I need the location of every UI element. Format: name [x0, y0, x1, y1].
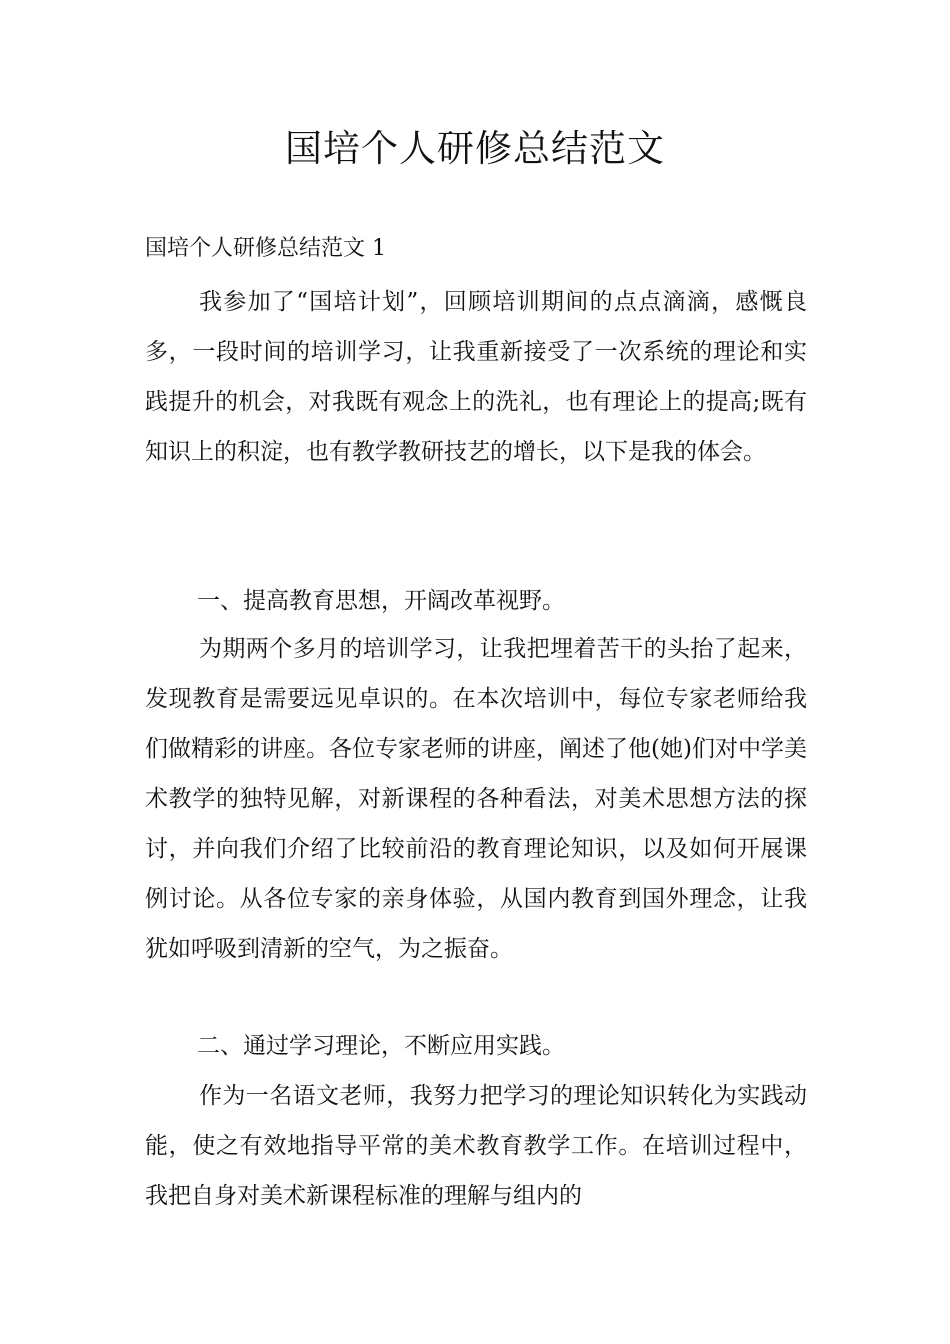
section-heading-2: 二、通过学习理论，不断应用实践。 — [197, 1033, 565, 1059]
paragraph-intro: 我参加了“国培计划”，回顾培训期间的点点滴滴，感慨良多，一段时间的培训学习，让我重新接受了一次系统的理论和实践提升的机会，对我既有观念上的洗礼，也有理论上的提高;既有知识上的积淀，也有教学教研技艺的增长，以下是我的体会。 — [145, 289, 807, 465]
section-heading-1: 一、提高教育思想，开阔改革视野。 — [197, 588, 565, 614]
document-title: 国培个人研修总结范文 — [285, 127, 665, 170]
paragraph-section-2: 作为一名语文老师，我努力把学习的理论知识转化为实践动能，使之有效地指导平常的美术教育教学工作。在培训过程中，我把自身对美术新课程标准的理解与组内的 — [145, 1083, 807, 1209]
paragraph-section-1: 为期两个多月的培训学习，让我把埋着苦干的头抬了起来，发现教育是需要远见卓识的。在本次培训中，每位专家老师给我们做精彩的讲座。各位专家老师的讲座，阐述了他(她)们对中学美术教学的独特见解，对新课程的各种看法，对美术思想方法的探讨，并向我们介绍了比较前沿的教育理论知识，以及如何开展课例讨论。从各位专家的亲身体验，从国内教育到国外理念，让我犹如呼吸到清新的空气，为之振奋。 — [145, 636, 807, 962]
document-subtitle: 国培个人研修总结范文 1 — [145, 236, 386, 261]
